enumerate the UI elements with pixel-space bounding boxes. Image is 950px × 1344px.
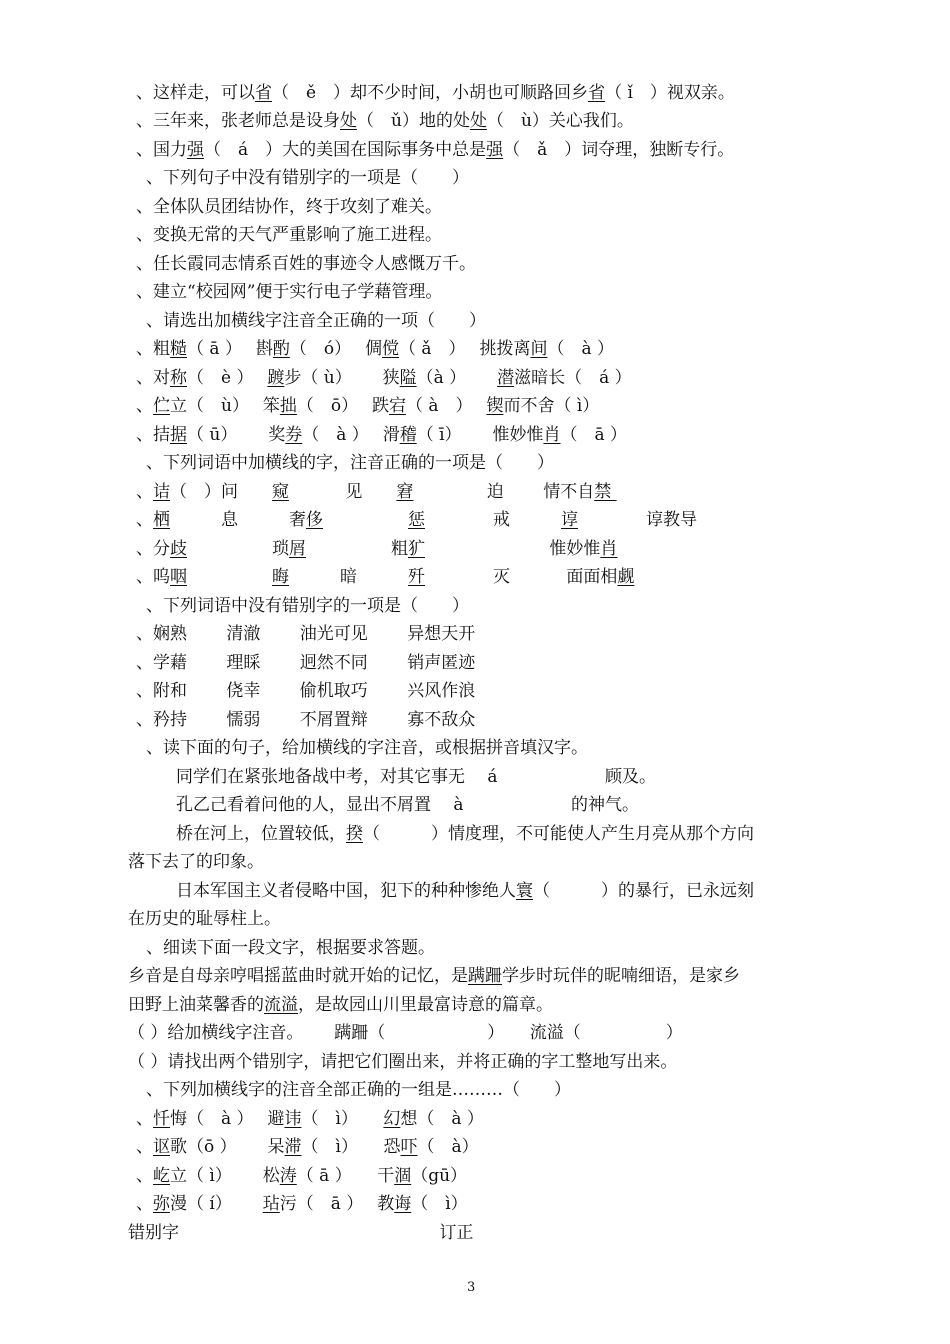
underlined-char: 谆 (561, 510, 578, 530)
text-segment: （ ǐ ）视双亲。 (605, 83, 735, 103)
text-line (136, 566, 634, 588)
underlined-char: 处 (340, 111, 357, 131)
underlined-char: 糙 (170, 339, 187, 359)
text-segment: 、拮 (136, 425, 170, 445)
underlined-char: 侈 (306, 510, 323, 530)
text-segment: 戒 (425, 510, 561, 530)
underlined-char: 省 (588, 83, 606, 103)
text-segment: （ ǎ ） 挑拨离 (399, 339, 531, 359)
text-line (146, 452, 554, 474)
underlined-char: 犷 (408, 539, 425, 559)
underlined-char: 咽 (170, 567, 187, 587)
text-line (136, 1136, 479, 1158)
text-line (128, 1022, 683, 1044)
text-segment: （ ī） 惟妙惟 (416, 425, 544, 445)
underlined-char: 隘 (399, 368, 417, 388)
text-segment: 滋暗长（ á ） (514, 368, 632, 388)
text-line (136, 1108, 484, 1130)
text-line (136, 395, 599, 417)
underlined-char: 酌 (272, 339, 290, 359)
text-segment: （ ǔ）地的处 (357, 111, 470, 131)
text-line (136, 680, 475, 702)
text-segment: 田野上油菜馨香的 (128, 995, 264, 1015)
text-line (128, 851, 264, 873)
text-segment: （ à ） (547, 339, 614, 359)
text-line (176, 823, 754, 845)
underlined-char: 晦 (272, 567, 289, 587)
underlined-char: 玷 (262, 1194, 280, 1214)
text-line (136, 538, 617, 560)
text-segment: 污（ ā ） 教 (279, 1194, 395, 1214)
text-segment: （ ）给加横线字注音。 蹒跚（ ） 流溢（ ） (128, 1023, 683, 1043)
text-segment: 日本军国主义者侵略中国，犯下的种种惨绝人 (176, 881, 516, 901)
text-line (146, 737, 588, 759)
text-line (176, 766, 656, 788)
text-line (136, 110, 634, 132)
text-segment: 、对 (136, 368, 170, 388)
text-segment: 琐 (187, 539, 289, 559)
text-segment: 、这样走，可以 (136, 83, 255, 103)
text-line (146, 310, 486, 332)
text-line (136, 82, 735, 104)
underlined-char: 涸 (394, 1166, 412, 1186)
text-segment: 、下列句子中没有错别字的一项是（ ） (146, 168, 469, 188)
text-line (136, 367, 632, 389)
text-segment: 、变换无常的天气严重影响了施工进程。 (136, 225, 442, 245)
underlined-char: 强 (187, 140, 204, 160)
text-segment: 、任长霞同志情系百姓的事迹令人感慨万千。 (136, 254, 476, 274)
text-segment: 、娴熟 清澈 油光可见 异想天开 (136, 624, 476, 644)
text-segment: 、国力 (136, 140, 187, 160)
text-segment: 、分 (136, 539, 170, 559)
underlined-char: 讳 (284, 1109, 302, 1129)
text-segment: （ à） (417, 1137, 479, 1157)
text-line (136, 281, 442, 303)
text-segment: （ à ） (406, 396, 487, 416)
underlined-char: 蹒跚 (468, 966, 502, 986)
text-segment: 、粗 (136, 339, 170, 359)
underlined-char: 诲 (394, 1194, 412, 1214)
text-line (176, 880, 754, 902)
text-segment: （ ì） (411, 1194, 468, 1214)
underlined-char: 流溢 (264, 995, 298, 1015)
underlined-char: 栖 (153, 510, 170, 530)
underlined-char: 踱 (267, 368, 285, 388)
underlined-char: 傥 (382, 339, 399, 359)
text-segment: 迫 情不自 (413, 482, 595, 502)
text-line (136, 253, 476, 275)
underlined-char: 肖 (600, 539, 618, 559)
text-segment: 、 (136, 1194, 153, 1214)
text-segment: 漫（ í） (170, 1194, 263, 1214)
underlined-char: 省 (255, 83, 272, 103)
text-line (136, 196, 442, 218)
underlined-char: 稽 (399, 425, 417, 445)
underlined-char: 券 (285, 425, 303, 445)
underlined-char: 称 (170, 368, 187, 388)
text-line (136, 1165, 467, 1187)
text-segment: 而不舍（ ì） (503, 396, 600, 416)
text-segment: 、 (136, 510, 153, 530)
text-segment: 桥在河上，位置较低， (176, 824, 346, 844)
underlined-char: 讴 (153, 1137, 170, 1157)
text-segment: 、三年来，张老师总是设身 (136, 111, 340, 131)
text-segment: （ à ） 滑 (302, 425, 400, 445)
underlined-char: 拙 (279, 396, 297, 416)
underlined-char: 幻 (383, 1109, 401, 1129)
text-line (136, 481, 617, 503)
text-line (136, 509, 697, 531)
underlined-char: 涛 (279, 1166, 297, 1186)
underlined-char: 伫 (153, 396, 170, 416)
text-segment: 、 (136, 1137, 153, 1157)
text-segment: （ ā ） 干 (296, 1166, 395, 1186)
text-segment: （à ） (416, 368, 498, 388)
underlined-char: 觑 (617, 567, 635, 587)
text-segment: （ ō） 跌 (296, 396, 389, 416)
text-segment: 乡音是自母亲哼唱摇蓝曲时就开始的记忆，是 (128, 966, 468, 986)
text-segment: 、细读下面一段文字，根据要求答题。 (146, 938, 435, 958)
text-segment: 粗 (306, 539, 408, 559)
text-segment: 、下列词语中没有错别字的一项是（ ） (146, 596, 469, 616)
underlined-char: 窘 (396, 482, 414, 502)
text-segment: 谆教导 (578, 510, 697, 530)
text-segment: 想（ à ） (400, 1109, 484, 1129)
text-segment: 惟妙惟 (425, 539, 601, 559)
text-segment: 、附和 侥幸 偷机取巧 兴风作浪 (136, 681, 476, 701)
underlined-char: 寰 (516, 881, 533, 901)
underlined-char: 弥 (153, 1194, 170, 1214)
text-segment: 步（ ù） 狭 (284, 368, 400, 388)
text-segment: 、请选出加横线字注音全正确的一项（ ） (146, 311, 486, 331)
text-segment: 、学藉 理睬 迥然不同 销声匿迹 (136, 653, 476, 673)
text-segment: 、全体队员团结协作，终于攻刻了难关。 (136, 197, 442, 217)
text-segment (187, 567, 272, 587)
text-segment: 息 奢 (170, 510, 306, 530)
underlined-char: 歼 (408, 567, 425, 587)
text-segment: 歌（ō ） 呆 (170, 1137, 285, 1157)
text-segment: 、下列词语中加横线的字，注音正确的一项是（ ） (146, 453, 554, 473)
text-segment: （ ì） 恐 (301, 1137, 401, 1157)
text-segment: （ ù）关心我们。 (486, 111, 634, 131)
text-segment: 灭 面面相 (425, 567, 618, 587)
underlined-char: 屑 (289, 539, 306, 559)
text-segment: 、 (136, 1109, 153, 1129)
text-line (146, 1079, 571, 1101)
text-line (136, 338, 614, 360)
text-segment: 同学们在紧张地备战中考，对其它事无 á 顾及。 (176, 767, 656, 787)
underlined-char: 窥 (272, 482, 289, 502)
text-line (176, 794, 639, 816)
text-line (136, 652, 475, 674)
page-number: 3 (467, 1280, 476, 1295)
text-segment: 悔（ à ） 避 (170, 1109, 285, 1129)
text-segment: （ ū） 奖 (187, 425, 286, 445)
text-segment: （ ā ） (560, 425, 628, 445)
underlined-char: 禁 (594, 482, 617, 502)
underlined-char: 屹 (153, 1166, 170, 1186)
text-line (136, 424, 627, 446)
underlined-char: 间 (530, 339, 548, 359)
underlined-char: 潜 (497, 368, 515, 388)
text-segment: 在历史的耻辱柱上。 (128, 909, 281, 929)
text-segment: （ ）的暴行，已永远刻 (533, 881, 754, 901)
text-segment: 错别字 订正 (128, 1223, 474, 1243)
text-segment: （ á ）大的美国在国际事务中总是 (204, 140, 487, 160)
text-segment: （ ā ） 斟 (187, 339, 273, 359)
underlined-char: 强 (486, 140, 504, 160)
text-segment: 学步时玩伴的昵喃细语，是家乡 (502, 966, 740, 986)
text-segment: 落下去了的印象。 (128, 852, 264, 872)
text-segment: 、 (136, 396, 153, 416)
underlined-char: 惩 (408, 510, 425, 530)
text-segment: （ ì） (301, 1109, 384, 1129)
text-segment: 、下列加横线字的注音全部正确的一组是………（ ） (146, 1080, 571, 1100)
text-line (136, 709, 475, 731)
text-line (136, 139, 734, 161)
text-segment: 、呜 (136, 567, 170, 587)
text-segment: 、建立“校园网”便于实行电子学藉管理。 (136, 282, 443, 302)
text-line (146, 167, 469, 189)
text-segment: 、矜持 懦弱 不屑置辩 寡不敌众 (136, 710, 476, 730)
text-line (136, 224, 442, 246)
text-segment: 暗 (289, 567, 408, 587)
text-segment: （gū） (411, 1166, 468, 1186)
underlined-char: 滞 (284, 1137, 302, 1157)
underlined-char: 肖 (543, 425, 561, 445)
text-line (128, 1051, 677, 1073)
underlined-char: 锲 (486, 396, 504, 416)
text-segment: 孔乙己看着问他的人，显出不屑置 à 的神气。 (176, 795, 639, 815)
text-segment: 、 (136, 1166, 153, 1186)
text-line (146, 937, 435, 959)
text-segment: （ ǎ ）词夺理，独断专行。 (503, 140, 735, 160)
text-segment: （ ）问 (170, 482, 272, 502)
text-line (128, 994, 553, 1016)
text-line (136, 1193, 468, 1215)
underlined-char: 处 (469, 111, 487, 131)
text-segment: （ ）情度理，不可能使人产生月亮从那个方向 (363, 824, 754, 844)
text-segment: （ ó） 倜 (289, 339, 382, 359)
text-segment: ，是故园山川里最富诗意的篇章。 (298, 995, 553, 1015)
underlined-char: 揆 (346, 824, 363, 844)
text-segment: 见 (289, 482, 397, 502)
text-segment: （ ě ）却不少时间，小胡也可顺路回乡 (272, 83, 589, 103)
text-line (128, 1222, 473, 1244)
text-line (146, 595, 469, 617)
underlined-char: 忏 (153, 1109, 170, 1129)
underlined-char: 诘 (153, 482, 170, 502)
text-segment: 、读下面的句子，给加横线的字注音，或根据拼音填汉字。 (146, 738, 588, 758)
text-segment (323, 510, 408, 530)
underlined-char: 吓 (400, 1137, 418, 1157)
text-segment: （ è ） (187, 368, 268, 388)
underlined-char: 据 (170, 425, 187, 445)
underlined-char: 宕 (389, 396, 406, 416)
text-line (128, 908, 281, 930)
underlined-char: 歧 (170, 539, 187, 559)
text-line (136, 623, 475, 645)
text-segment: （ ）请找出两个错别字，请把它们圈出来，并将正确的字工整地写出来。 (128, 1052, 678, 1072)
text-segment: 立（ ì） 松 (170, 1166, 280, 1186)
text-segment: 立（ ù） 笨 (170, 396, 280, 416)
text-line (128, 965, 740, 987)
text-segment: 、 (136, 482, 153, 502)
